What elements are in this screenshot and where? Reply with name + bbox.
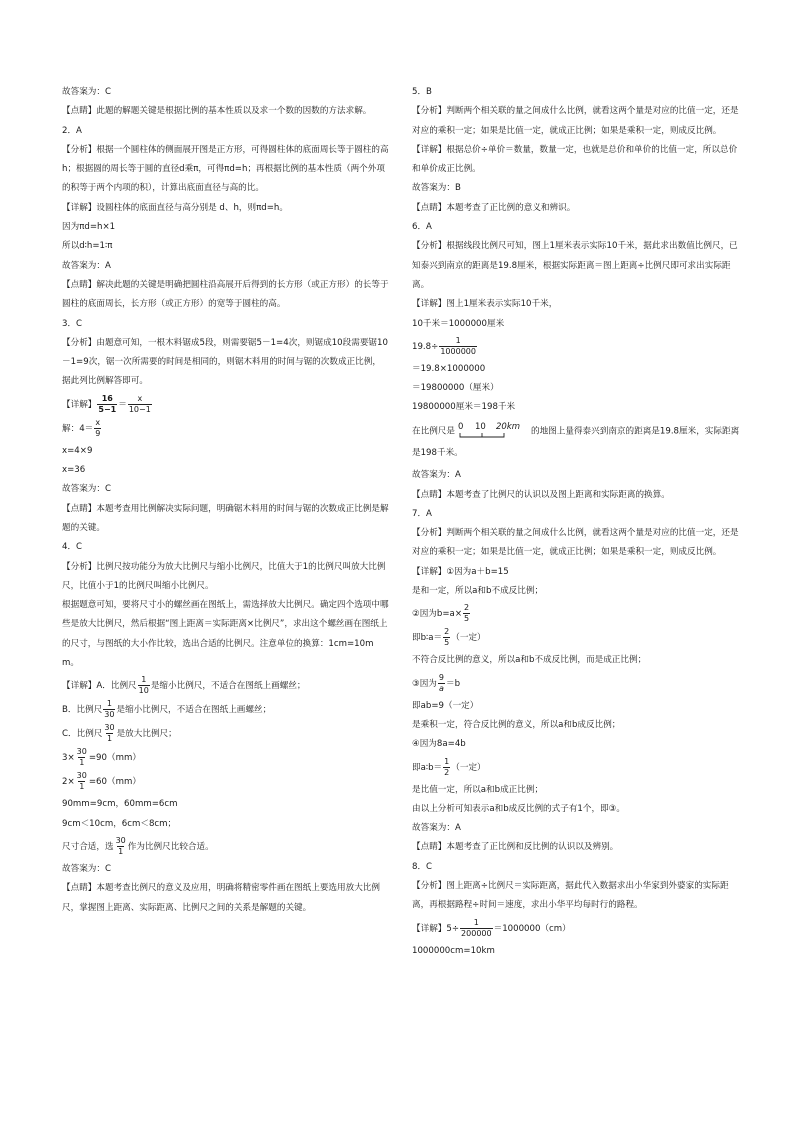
q4-comment: 【点睛】本题考查比例尺的意义及应用，明确将精密零件画在图纸上要选用放大比例尺，掌握图上距离、实际距离、比例尺之间的关系是解题的关键。 [62,883,380,913]
q4-calc-1-suffix: =90（mm） [88,753,141,764]
q6-comment: 【点睛】本题考查了比例尺的认识以及图上距离和实际距离的换算。 [412,489,670,500]
q4-calc-1-fraction [76,748,88,767]
q4-detail-c-prefix: C．比例尺 [62,729,103,740]
q7-detail-3-prefix: ③因为 [412,678,437,689]
q8-detail [412,918,740,940]
fraction-denominator: 30 [104,710,115,720]
q3-fraction-right [128,395,152,414]
fraction-numerator: 30 [76,771,87,781]
q7-analysis: 【分析】判断两个相关联的量之间成什么比例，就看这两个量是对应的比值一定，还是对应的乘积一定；如果是比值一定，就成正比例；如果是乘积一定，则成反比例。 [412,528,739,558]
fraction-numerator: 30 [76,747,87,757]
fraction-numerator: 1 [106,699,112,709]
fraction-denominator: 10−1 [128,404,151,414]
q7-detail-3b: 即ab=9（一定） [412,700,479,711]
fraction-denominator: 10 [138,686,149,696]
q1-answer: 故答案为：C [62,87,111,97]
q5-analysis: 【分析】判断两个相关联的量之间成什么比例，就看这两个量是对应的比值一定，还是对应的乘积一定；如果是比值一定，就成正比例；如果是乘积一定，则成反比例。 [412,106,739,136]
fraction-denominator: 1 [79,758,85,768]
q7-detail-4b-prefix: 即a∶b＝ [412,762,443,773]
fraction-denominator: 1 [118,846,124,856]
q4-answer: 故答案为：C [62,863,111,874]
q4-calc-2-fraction [76,772,88,791]
equals-sign: ＝ [118,399,127,410]
q4-choose-prefix: 尺寸合适，选 [62,841,114,852]
q4-detail-b-suffix: 是缩小比例尺，不适合在图纸上画螺丝； [116,705,272,716]
q6-answer: 故答案为：A [412,470,461,481]
q7-detail-4b-suffix: （一定） [451,762,486,773]
q4-step-1: 90mm=9cm，60mm=6cm [62,799,178,810]
q3-fraction-left [97,395,117,414]
q7-detail-2-prefix: ②因为b=a× [412,609,463,620]
q4-analysis: 【分析】比例尺按功能分为放大比例尺与缩小比例尺，比值大于1的比例尺叫放大比例尺，比值小于1的比例尺叫缩小比例尺。 [62,561,386,591]
q4-detail-c [62,723,389,745]
q4-analysis-2: 根据题意可知，要将尺寸小的螺丝画在图纸上，需选择放大比例尺。确定四个选项中哪些是放大比例尺，然后根据“图上距离＝实际距离×比例尺”，求出这个螺丝画在图纸上的尺寸，与图纸的大小作比较，选出合适的比例尺。注意单位的换算：1cm=10mm。 [62,600,389,669]
q5-detail: 【详解】根据总价÷单价＝数量，数量一定，也就是总价和单价的比值一定，所以总价和单价成正比例。 [412,144,738,175]
q2-answer: 故答案为：A [62,260,111,271]
q3-solve-fraction [94,419,101,438]
q4-choose-suffix: 作为比例尺比较合适。 [127,841,214,852]
fraction-numerator: 1 [455,335,461,345]
q6-heading: 6．A [412,222,432,233]
q7-detail-4: ④因为8a=4b [412,739,466,750]
q7-detail-4b-fraction [443,758,450,777]
q5-answer: 故答案为：B [412,183,461,194]
q6-step-4: 19800000厘米＝198千米 [412,402,516,413]
q8-detail-suffix: ＝1000000（cm） [493,923,571,934]
fraction-numerator: 1 [141,675,147,685]
fraction-numerator: x [137,393,143,403]
q3-comment: 【点睛】本题考查用比例解决实际问题，明确锯木料用的时间与锯的次数成正比例是解题的关键。 [62,503,389,533]
fraction-denominator: 2 [444,767,450,777]
q7-heading: 7．A [412,508,432,519]
q6-scale-suffix: 的地图上量得泰兴到南京的距离是19.8厘米，实际距离是198千米。 [412,426,740,459]
q7-conclusion: 由以上分析可知表示a和b成反比例的式子有1个，即③。 [412,803,625,814]
q7-answer: 故答案为：A [412,823,461,834]
q4-detail-a-fraction [138,676,150,695]
q3-solve-prefix: 解：4＝ [62,423,94,434]
q4-calc-1-prefix: 3× [62,753,75,764]
fraction-numerator: 9 [438,672,444,682]
fraction-denominator: 5 [464,614,470,624]
q5-heading: 5．B [412,87,432,97]
q3-heading: 3．C [62,318,83,329]
q3-answer: 故答案为：C [62,484,111,495]
q8-heading: 8．C [412,861,433,872]
q7-detail-3c: 是乘积一定，符合反比例的意义，所以a和b成反比例； [412,719,621,730]
q6-detail: 【详解】图上1厘米表示实际10千米， [412,299,558,310]
right-column [412,83,740,961]
fraction-numerator: 2 [464,603,470,613]
q6-division [412,336,740,358]
q6-division-fraction [439,337,477,356]
scale-tick-label-0: 0 [457,421,464,432]
q8-analysis: 【分析】图上距离÷比例尺＝实际距离，据此代入数据求出小华家到外婆家的实际距离，再根据路程÷时间＝速度，求出小华平均每时行的路程。 [412,881,729,911]
q2-heading: 2．A [62,125,82,136]
q4-choose-fraction [115,837,127,856]
q8-detail-fraction [460,919,493,938]
q7-detail-3-fraction [438,674,445,693]
fraction-numerator: 30 [104,723,115,733]
q4-calc-2 [62,771,389,793]
q2-analysis: 【分析】根据一个圆柱体的侧面展开图是正方形，可得圆柱体的底面周长等于圆柱的高h；根据圆的周长等于圆的直径d乘π，可得πd=h；再根据比例的基本性质（两个外项的积等于两个内项的积），计算出底面直径与高的比。 [62,144,389,194]
q2-comment: 【点睛】解决此题的关键是明确把圆柱沿高展开后得到的长方形（或正方形）的长等于圆柱的底面周长，长方形（或正方形）的宽等于圆柱的高。 [62,279,389,310]
q3-step-2: x=36 [62,465,86,476]
q3-step-1: x=4×9 [62,445,93,456]
q4-choose [62,836,389,858]
q3-detail-equation [62,394,389,416]
fraction-numerator: 1 [473,917,479,927]
q8-detail-prefix: 【详解】5÷ [412,923,460,934]
q4-detail-a-prefix: 【详解】A．比例尺 [62,681,137,692]
q2-detail: 【详解】设圆柱体的底面直径与高分别是 d、h，则πd=h。 [62,202,288,213]
q7-detail-4b [412,757,740,779]
q8-step-1: 1000000cm=10km [412,945,495,956]
q3-detail-label: 【详解】 [62,399,97,410]
q7-detail-3-suffix: ＝b [446,678,461,689]
q5-comment: 【点睛】本题考查了正比例的意义和辨识。 [412,202,576,213]
q6-step-1: 10千米＝1000000厘米 [412,318,505,329]
q6-division-prefix: 19.8÷ [412,341,439,352]
q3-analysis: 【分析】由题意可知，一根木料锯成5段，则需要锯5－1=4次，则锯成10段需要锯10－1=9次，锯一次所需要的时间是相同的，则锯木料用的时间与锯的次数成正比例，据此列比例解答即可。 [62,337,388,387]
q3-solve [62,418,389,440]
q7-detail-2-fraction [463,604,470,623]
fraction-denominator: 5 [444,638,450,648]
scale-tick-label-20km: 20km [495,421,521,432]
q6-step-3: ＝19800000（厘米） [412,383,499,394]
line-scale-bar [456,420,530,442]
fraction-denominator: a [439,683,444,693]
fraction-denominator: 1 [106,734,113,744]
fraction-denominator: 1000000 [440,346,476,356]
q4-calc-2-suffix: =60（mm） [88,777,141,788]
q7-comment: 【点睛】本题考查了正比例和反比例的认识以及辨别。 [412,842,619,853]
q4-detail-c-fraction [103,724,115,743]
q1-comment: 【点睛】此题的解题关键是根据比例的基本性质以及求一个数的因数的方法求解。 [62,106,372,117]
q6-analysis: 【分析】根据线段比例尺可知，图上1厘米表示实际10千米，据此求出数值比例尺，已知泰兴到南京的距离是19.8厘米，根据实际距离＝图上距离÷比例尺即可求出实际距离。 [412,241,738,290]
q4-calc-2-prefix: 2× [62,777,75,788]
q4-calc-1 [62,747,389,769]
q7-detail-2b-prefix: 即b∶a＝ [412,633,443,644]
fraction-denominator: 5−1 [98,404,117,414]
fraction-numerator: 2 [444,627,450,637]
q7-detail-4c: 是比值一定，所以a和b成正比例； [412,784,544,795]
q7-detail-2b-suffix: （一定） [451,633,486,644]
fraction-numerator: x [95,417,101,427]
q7-detail-2c: 不符合反比例的意义，所以a和b不成反比例，而是成正比例； [412,655,647,666]
q4-detail-a-suffix: 是缩小比例尺，不适合在图纸上画螺丝； [150,681,306,692]
fraction-denominator: 1 [79,782,85,792]
scale-tick-label-10: 10 [474,421,486,432]
q4-detail-a [62,675,389,697]
q6-scale-sentence [412,420,740,465]
fraction-numerator: 30 [115,835,126,845]
fraction-denominator: 9 [95,428,101,438]
q4-heading: 4．C [62,542,83,553]
left-column [62,83,389,918]
q7-detail-2b [412,627,740,649]
fraction-numerator: 1 [444,756,450,766]
q4-detail-b-prefix: B．比例尺 [62,705,103,716]
fraction-denominator: 200000 [461,928,492,938]
q7-detail-2 [412,603,740,625]
q4-detail-b [62,699,389,721]
q4-detail-b-fraction [103,700,115,719]
q4-detail-c-suffix: 是放大比例尺； [116,729,177,740]
fraction-numerator: 16 [101,393,113,403]
q6-step-2: ＝19.8×1000000 [412,363,486,374]
q6-scale-prefix: 在比例尺是 [412,426,455,437]
q2-step-1: 因为πd=h×1 [62,222,116,233]
q4-step-2: 9cm＜10cm，6cm＜8cm； [62,818,177,829]
q7-detail-2b-fraction [443,628,450,647]
q7-detail-1: 【详解】①因为a＋b=15 [412,566,509,577]
q7-detail-3 [412,673,740,695]
q2-step-2: 所以d∶h=1∶π [62,241,113,252]
q7-detail-1b: 是和一定，所以a和b不成反比例； [412,586,544,597]
